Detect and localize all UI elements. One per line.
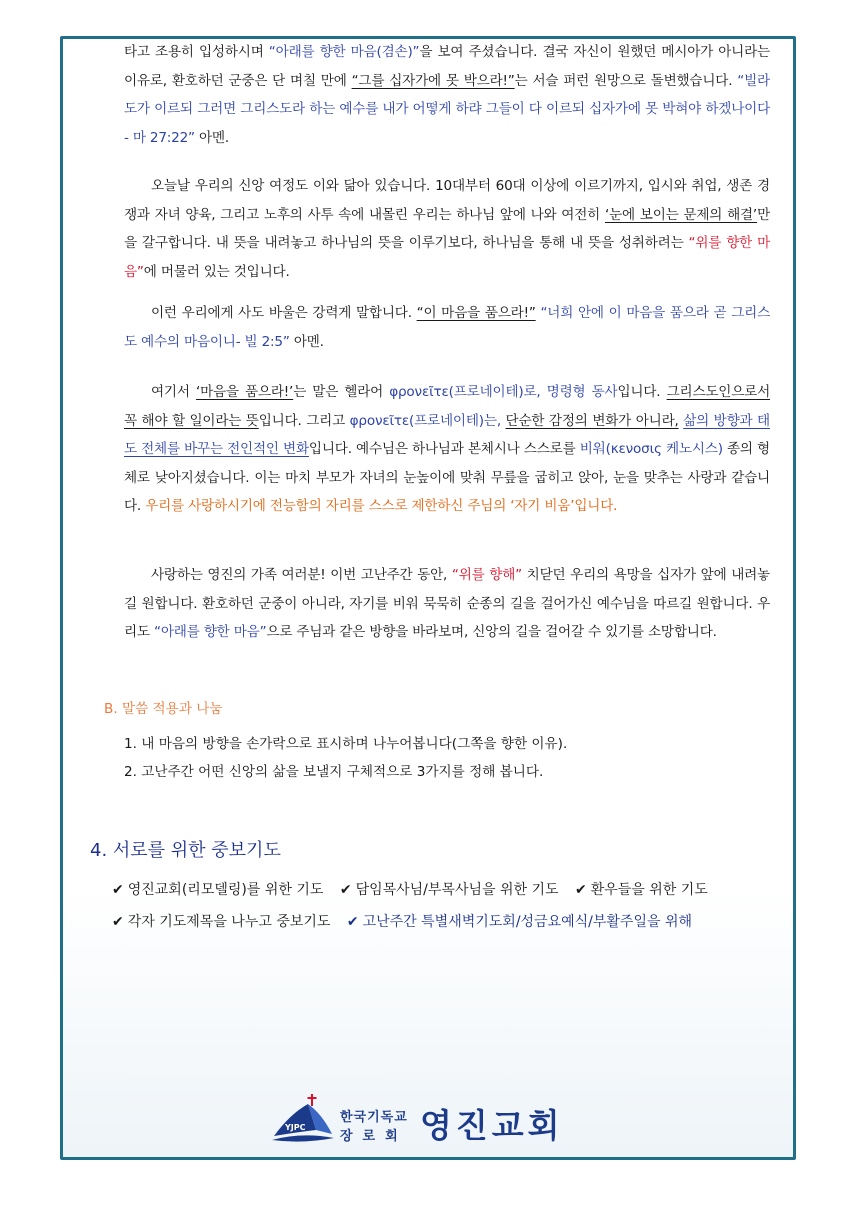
svg-text:YJPC: YJPC [285, 1123, 306, 1132]
quote-downward-heart: “아래를 향한 마음(겸손)” [268, 44, 420, 60]
check-icon: ✔ [112, 882, 124, 898]
prayer-item-holy-week: ✔ 고난주간 특별새벽기도회/성금요예식/부활주일을 위해 [346, 914, 692, 930]
text: 치닫던 우리의 욕망을 십자가 앞에 내려놓길 원합니다. 환호하던 군중이 아니라, 자기를 비워 묵묵히 순종의 길을 걸어가신 예수님을 따르길 원합니다. 우리도 [124, 567, 770, 640]
quote-toward-upward: “위를 향해” [451, 567, 522, 583]
text-underlined: 단순한 감정의 변화가 아니라, [505, 412, 679, 429]
list-item: 1. 내 마음의 방향을 손가락으로 표시하며 나누어봅니다(그쪽을 향한 이유). [124, 736, 568, 752]
quote-upward-heart: “위를 향한 마음” [124, 235, 770, 280]
check-icon: ✔ [346, 914, 359, 930]
greek-phroneite: φρονεῖτε(프로네이테)로, 명령형 동사 [389, 384, 618, 400]
logo-church-name: 영진교회 [420, 1106, 564, 1145]
paragraph-5 [124, 561, 770, 647]
check-icon: ✔ [574, 882, 587, 898]
scripture-matthew: “빌라도가 이르되 그러면 그리스도라 하는 예수를 내가 어떻게 하랴 그들이 다 이르되 십자가에 못 박혀야 하겠나이다 - 마 27:22” [124, 72, 770, 146]
paragraph-1 [124, 38, 770, 152]
prayer-item: ✔ 환우들을 위한 기도 [574, 882, 708, 898]
text: 여기서 [151, 384, 196, 400]
text: 아멘. [194, 129, 230, 146]
text-holistic-change: 삶의 방향과 태도 전체를 바꾸는 전인적인 변화 [124, 412, 770, 457]
text: 아멘. [289, 333, 324, 350]
check-icon: ✔ [339, 882, 352, 898]
list-item: 2. 고난주간 어떤 신앙의 삶을 보낼지 구체적으로 3가지를 정해 봅니다. [124, 764, 544, 780]
greek-kenosis: 비워(κενοσις 케노시스) [579, 441, 723, 457]
section-b-title: B. 말씀 적용과 나눔 [104, 701, 223, 717]
section-4-title: 4. 서로를 위한 중보기도 [90, 840, 281, 861]
text: 는 서슬 퍼런 원망으로 돌변했습니다. [514, 72, 738, 89]
text: 입니다. 예수님은 하나님과 본체시나 스스로를 [308, 441, 580, 457]
paragraph-4 [124, 378, 770, 521]
quote-downward-heart-2: “아래를 향한 마음” [153, 624, 267, 640]
church-logo [268, 1092, 598, 1152]
check-icon: ✔ [112, 914, 124, 930]
text: 만을 갈구합니다. 내 뜻을 내려놓고 하나님의 뜻을 이루기보다, 하나님을 통해 내 뜻을 성취하려는 [124, 206, 770, 251]
text: 에 머물러 있는 것입니다. [143, 263, 290, 280]
prayer-item: ✔ 영진교회(리모델링)를 위한 기도 [112, 882, 324, 898]
quote-have-mind: ‘마음을 품으라!’ [195, 384, 294, 400]
quote-visible-problem: ‘눈에 보이는 문제의 해결’ [604, 206, 758, 223]
paragraph-2 [124, 172, 770, 286]
text: 종의 형체로 낮아지셨습니다. 이는 마치 부모가 자녀의 눈높이에 맞춰 무릎을 굽히고 앉아, 눈을 맞추는 사랑과 같습니다. [124, 441, 770, 514]
prayer-row-1 [112, 879, 720, 899]
church-emblem-icon [268, 1092, 338, 1152]
scripture-philippians: “너희 안에 이 마음을 품으라 곧 그리스도 예수의 마음이니- 빌 2:5” [124, 305, 770, 350]
greek-phroneite-2: φρονεῖτε(프로네이테)는, [349, 412, 501, 429]
logo-text-top: 한국기독교 [340, 1110, 408, 1125]
prayer-item: ✔ 각자 기도제목을 나누고 중보기도 [112, 914, 331, 930]
text-self-emptying: 우리를 사랑하시기에 전능함의 자리를 스스로 제한하신 주님의 ‘자기 비움’입니다. [145, 498, 618, 514]
text-underlined: 그리스도인으로서 꼭 해야 할 일이라는 뜻 [124, 384, 771, 429]
prayer-item: ✔ 담임목사님/부목사님을 위한 기도 [339, 882, 559, 898]
text: 을 보여 주셨습니다. 결국 자신이 원했던 메시아가 아니라는 이유로, 환호하던 군중은 단 며칠 만에 [124, 44, 770, 89]
logo-text-bottom: 장로회 [340, 1129, 408, 1144]
application-list [124, 730, 567, 786]
text: 으로 주님과 같은 방향을 바라보며, 신앙의 길을 걸어갈 수 있기를 소망합니다. [266, 624, 717, 640]
paragraph-3 [124, 299, 770, 356]
text: 입니다. [617, 384, 667, 400]
text: 는 말은 헬라어 [293, 384, 390, 400]
text: 입니다. 그리고 [258, 412, 350, 429]
quote-crucify: “그를 십자가에 못 박으라!” [351, 72, 515, 89]
text: 사랑하는 영진의 가족 여러분! 이번 고난주간 동안, [151, 567, 452, 583]
text: 타고 조용히 입성하시며 [124, 44, 269, 60]
prayer-row-2 [112, 911, 704, 931]
text: 오늘날 우리의 신앙 여정도 이와 닮아 있습니다. 10대부터 60대 이상에 이르기까지, 입시와 취업, 생존 경쟁과 자녀 양육, 그리고 노후의 사투 속에 내몰린 우리는 하나님 앞에 나와 여전히 [124, 178, 770, 223]
text: 이런 우리에게 사도 바울은 강력게 말합니다. [151, 305, 417, 321]
quote-have-this-mind: “이 마음을 품으라!” [416, 305, 536, 321]
